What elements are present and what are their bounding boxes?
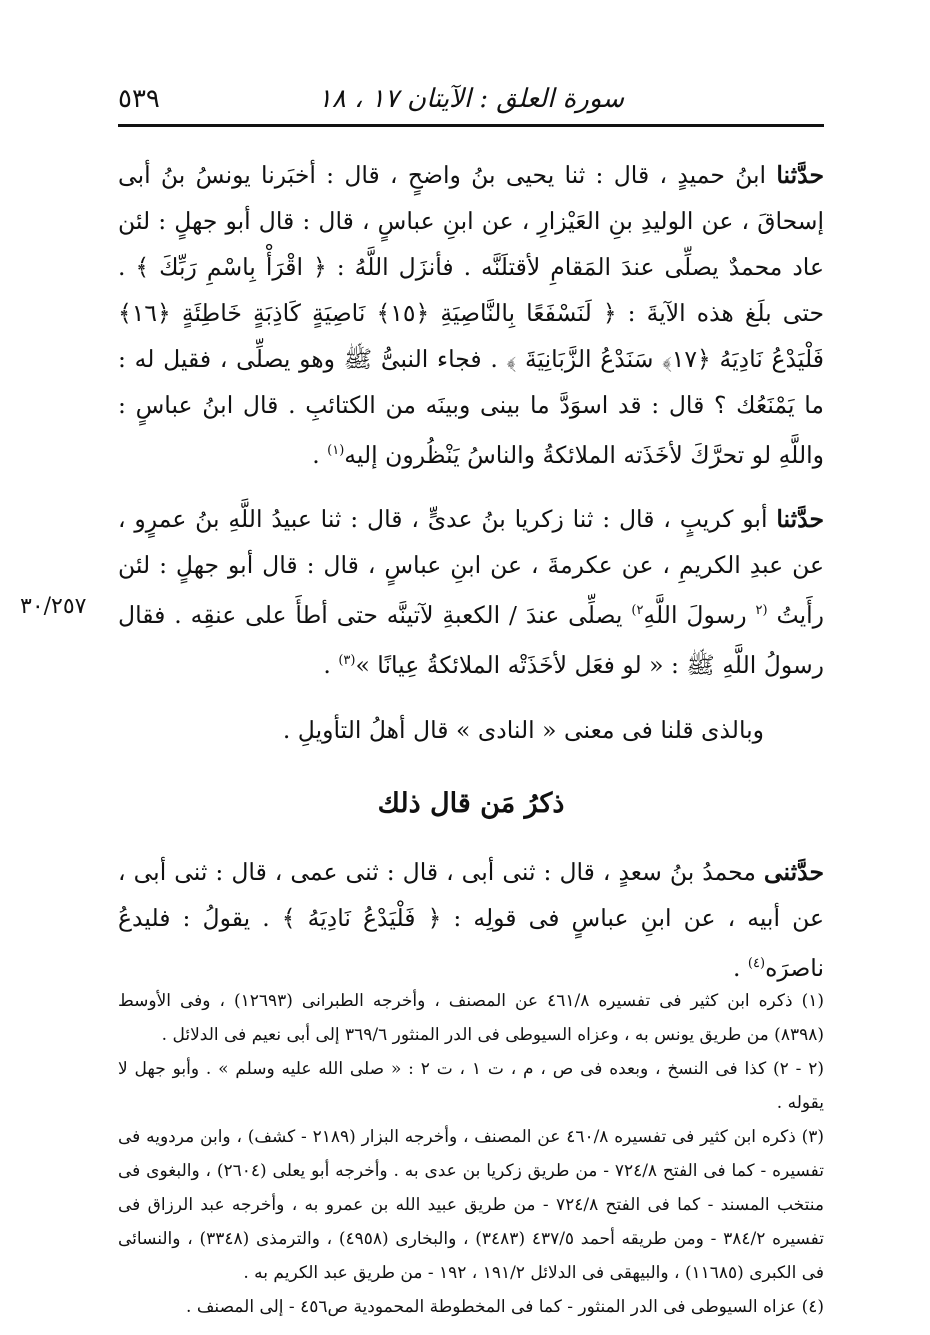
paragraph-1-lead: حدَّثنا xyxy=(776,161,824,189)
page-header xyxy=(118,80,824,120)
header-rule xyxy=(118,124,824,127)
footnote-ref-2-close: ٢) xyxy=(631,602,644,618)
page-number: ٥٣٩ xyxy=(118,84,160,114)
paragraph-1 xyxy=(118,152,824,478)
footnote-4: (٤) عزاه السيوطى فى الدر المنثور - كما فى المخطوطة المحمودية ص٤٥٦ - إلى المصنف . xyxy=(186,1297,824,1317)
paragraph-3-end: . xyxy=(732,954,748,983)
margin-reference: ٣٠/٢٥٧ xyxy=(20,594,87,619)
footnote-ref-4: (٤) xyxy=(747,956,766,972)
section-heading: ذكرُ مَن قال ذلك xyxy=(377,788,565,820)
footnote-1: (١) ذكره ابن كثير فى تفسيره ٤٦١/٨ عن المصنف ، وأخرجه الطبرانى (١٢٦٩٣) ، وفى الأوسط (٨٣٩٨) من طريق يونس به ، وعزاه السيوطى فى الدر المنثور ٣٦٩/٦ إلى أبى نعيم فى الدلائل . xyxy=(118,991,824,1045)
paragraph-1-end: . xyxy=(312,440,328,469)
statement: وبالذى قلنا فى معنى « النادى » قال أهلُ التأويلِ . xyxy=(282,716,764,745)
paragraph-2-text: أبو كريبٍ ، قال : ثنا زكريا بنُ عدىٍّ ، قال : ثنا عبيدُ اللَّهِ بنُ عمرٍو ، عن عبدِ الكريمِ ، عن عكرمةَ ، عن ابنِ عباسٍ ، قال : قال أبو جهلٍ : لئن رأَيتُ xyxy=(118,504,825,629)
paragraph-2-text2: يصلِّى عندَ / الكعبةِ لآتينَّه حتى أطأَ على عنقِه . فقال رسولُ اللَّهِ ﷺ : « لو فعَل لأخَذَتْه الملائكةُ عِيانًا » xyxy=(118,600,824,679)
footnote-ref-3: (٣) xyxy=(338,652,356,668)
running-title: سورة العلق : الآيتان ١٧ ، ١٨ xyxy=(317,84,625,114)
footnotes xyxy=(118,984,824,1324)
paragraph-3-text: محمدُ بنُ سعدٍ ، قال : ثنى أبى ، قال : ثنى عمى ، قال : ثنى أبى ، عن أبيه ، عن ابنِ عباسٍ فى قولِه : ﴿ فَلْيَدْعُ نَادِيَهُ ﴾ . يقولُ : فليدعُ ناصرَه xyxy=(118,858,824,983)
paragraph-2-mid: رسولَ اللَّهِ xyxy=(643,600,756,629)
footnote-2: (٢ - ٢) كذا فى النسخ ، وبعده فى ص ، م ، ت ١ ، ت ٢ : « صلى الله عليه وسلم » . وأبو جهل لا يقوله . xyxy=(118,1059,825,1113)
main-text xyxy=(118,152,824,1009)
paragraph-2-lead: حدَّثنا xyxy=(776,504,824,533)
paragraph-3 xyxy=(118,849,824,991)
paragraph-2 xyxy=(118,496,824,688)
footnote-ref-1: (١) xyxy=(327,443,345,458)
paragraph-1-text: ابنُ حميدٍ ، قال : ثنا يحيى بنُ واضحٍ ، قال : أخبَرنا يونسُ بنُ أبى إسحاقَ ، عن الوليدِ بنِ العَيْزارِ ، عن ابنِ عباسٍ ، قال : قال أبو جهلٍ : لئن عاد محمدٌ يصلِّى عندَ المَقامِ لأقتلَنَّه . فأنزَل اللَّهُ : ﴿ اقْرَأْ بِاسْمِ رَبِّكَ ﴾ . حتى بلَغ هذه الآيةَ : ﴿ لَنَسْفَعًا بِالنَّاصِيَةِ ﴿١٥﴾ نَاصِيَةٍ كَاذِبَةٍ خَاطِئَةٍ ﴿١٦﴾ فَلْيَدْعُ نَادِيَهُ ﴿١٧﴾ سَنَدْعُ الزَّبَانِيَةَ ﴾ . فجاء النبىُّ ﷺ وهو يصلِّى ، فقيل له : ما يَمْنَعُك ؟ قال : قد اسوَدَّ ما بينى وبينَه من الكتائبِ . قال ابنُ عباسٍ : واللَّهِ لو تحرَّكَ لأخَذَته الملائكةُ والناسُ يَنْظُرون إليه xyxy=(118,161,824,469)
footnote-ref-2-open: (٢ xyxy=(755,602,768,618)
footnote-3: (٣) ذكره ابن كثير فى تفسيره ٤٦٠/٨ عن المصنف ، وأخرجه البزار (٢١٨٩ - كشف) ، وابن مردويه فى تفسيره - كما فى الفتح ٧٢٤/٨ - من طريق زكريا بن عدى به . وأخرجه أبو يعلى (٢٦٠٤) ، والبغوى فى منتخب المسند - كما فى الفتح ٧٢٤/٨ - من طريق عبيد الله بن عمرو به ، وأخرجه عبد الرزاق فى تفسيره ٣٨٤/٢ - ومن طريقه أحمد ٤٣٧/٥ (٣٤٨٣) ، والبخارى (٤٩٥٨) ، والترمذى (٣٣٤٨) ، والنسائى فى الكبرى (١١٦٨٥) ، والبيهقى فى الدلائل ١٩١/٢ ، ١٩٢ - من طريق عبد الكريم به . xyxy=(118,1127,825,1283)
paragraph-2-end: . xyxy=(323,650,339,679)
paragraph-3-lead: حدَّثنى xyxy=(763,858,824,887)
